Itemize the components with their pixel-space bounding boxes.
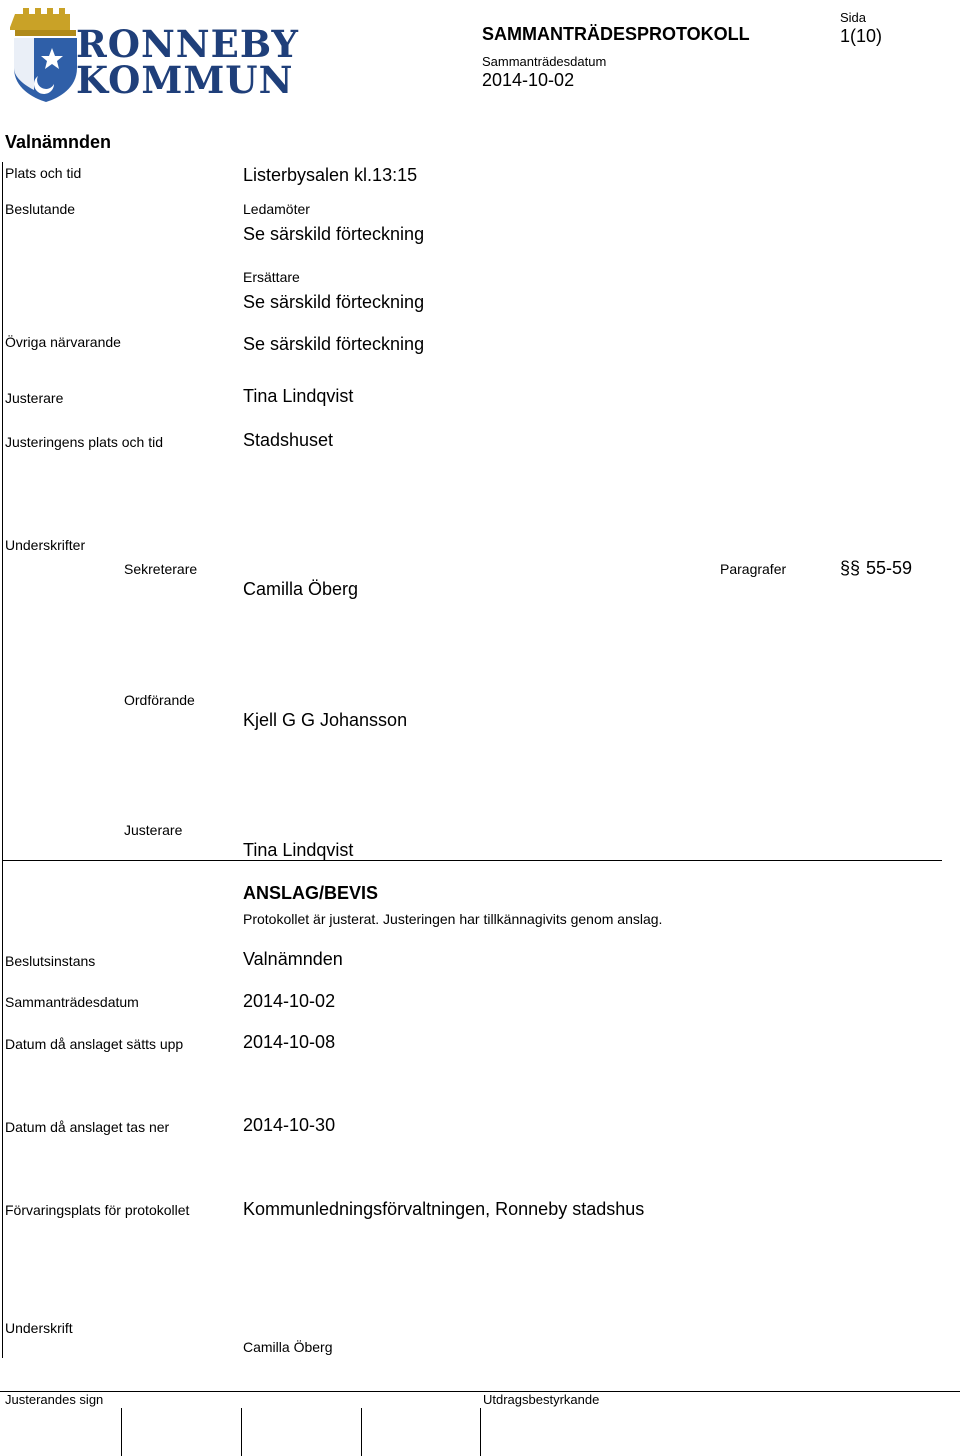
paragrafer-value: 55-59 <box>866 558 913 578</box>
beslutsinstans-label: Beslutsinstans <box>5 953 96 969</box>
anslag-text: Protokollet är justerat. Justeringen har tillkännagivits genom anslag. <box>243 911 663 927</box>
forvaring-value: Kommunledningsförvaltningen, Ronneby stadshus <box>243 1199 645 1219</box>
anslag-ner-label: Datum då anslaget tas ner <box>5 1119 170 1135</box>
left-margin-rule <box>2 162 3 1358</box>
ersattare-value: Se särskild förteckning <box>243 292 425 312</box>
anslag-title: ANSLAG/BEVIS <box>243 883 379 903</box>
meeting-date-value: 2014-10-02 <box>482 70 575 90</box>
footer-cell-divider-3 <box>361 1408 362 1456</box>
anslag-upp-value: 2014-10-08 <box>243 1032 336 1052</box>
justerare-label: Justerare <box>5 390 64 406</box>
footer-cell-divider-1 <box>121 1408 122 1456</box>
body-title: Valnämnden <box>5 132 112 152</box>
paragrafer-label: Paragrafer <box>720 561 787 577</box>
anslag-ner-value: 2014-10-30 <box>243 1115 336 1135</box>
signature-justerare-name: Tina Lindqvist <box>243 840 354 860</box>
beslutande-label: Beslutande <box>5 201 76 217</box>
ersattare-label: Ersättare <box>243 269 300 285</box>
plats-label: Plats och tid <box>5 165 82 181</box>
underskrifter-label: Underskrifter <box>5 537 86 553</box>
ordforande-name: Kjell G G Johansson <box>243 710 408 730</box>
utdragsbestyrkande-label: Utdragsbestyrkande <box>483 1392 600 1407</box>
logo-line-1: RONNEBY <box>76 22 299 66</box>
ledamoter-value: Se särskild förteckning <box>243 224 425 244</box>
justerare-value: Tina Lindqvist <box>243 386 354 406</box>
paragrafer-symbol: §§ <box>840 558 861 578</box>
page-label: Sida <box>840 10 867 25</box>
logo-line-2: KOMMUN <box>76 58 294 102</box>
footer-top-rule <box>0 1391 960 1392</box>
signature-justerare-label: Justerare <box>124 822 183 838</box>
footer-cell-divider-4 <box>480 1408 481 1456</box>
justeringens-label: Justeringens plats och tid <box>5 434 163 450</box>
ordforande-label: Ordförande <box>124 692 195 708</box>
anslag-separator <box>2 860 942 861</box>
anslag-date-label: Sammanträdesdatum <box>5 994 139 1010</box>
forvaring-label: Förvaringsplats för protokollet <box>5 1202 190 1218</box>
document-title: SAMMANTRÄDESPROTOKOLL <box>482 24 750 44</box>
sekreterare-name: Camilla Öberg <box>243 579 359 599</box>
justeringens-value: Stadshuset <box>243 430 334 450</box>
sekreterare-label: Sekreterare <box>124 561 198 577</box>
plats-value: Listerbysalen kl.13:15 <box>243 165 418 185</box>
underskrift-label: Underskrift <box>5 1320 73 1336</box>
page-number: 1(10) <box>840 26 883 46</box>
ledamoter-label: Ledamöter <box>243 201 310 217</box>
justerandes-sign-label: Justerandes sign <box>5 1392 104 1407</box>
footer-cell-divider-2 <box>241 1408 242 1456</box>
anslag-upp-label: Datum då anslaget sätts upp <box>5 1036 184 1052</box>
beslutsinstans-value: Valnämnden <box>243 949 343 969</box>
meeting-date-label: Sammanträdesdatum <box>482 54 607 69</box>
anslag-date-value: 2014-10-02 <box>243 991 336 1011</box>
ovriga-label: Övriga närvarande <box>5 334 121 350</box>
ovriga-value: Se särskild förteckning <box>243 334 425 354</box>
underskrift-name: Camilla Öberg <box>243 1339 333 1355</box>
coat-of-arms-icon <box>10 6 80 104</box>
